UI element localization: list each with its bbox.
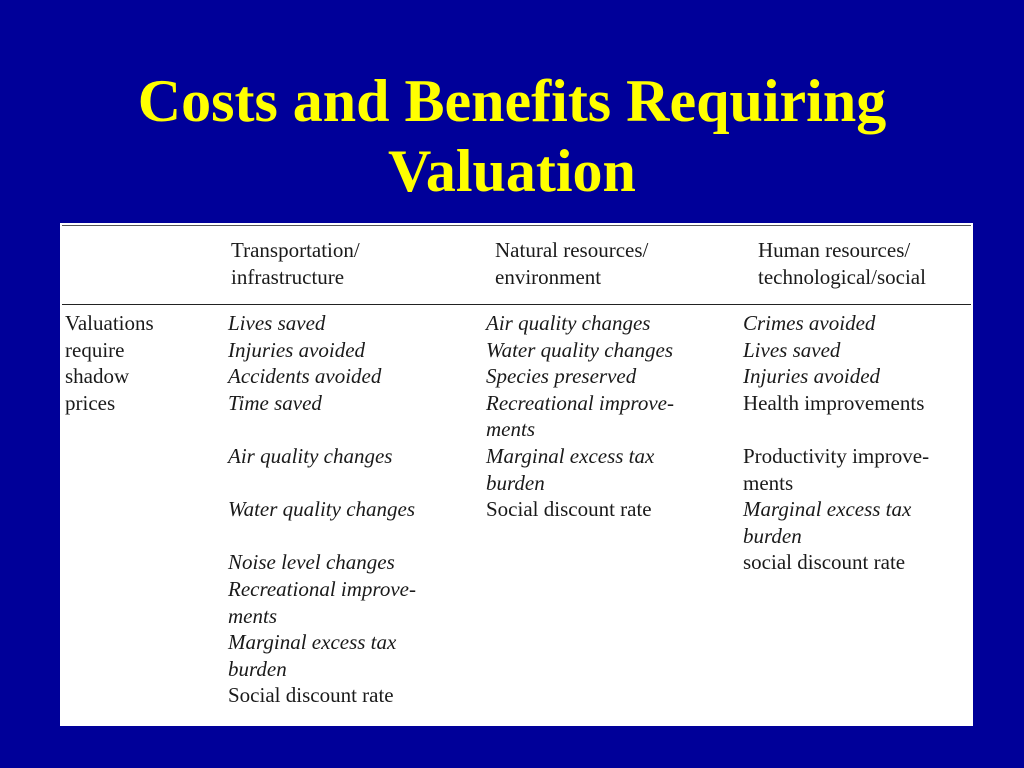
list-item: burden	[743, 523, 802, 548]
row-label-line: require	[65, 337, 125, 362]
list-item: Productivity improve-	[743, 443, 930, 468]
list-item: Injuries avoided	[743, 364, 881, 389]
list-item: Marginal excess tax	[228, 630, 397, 655]
list-item: Recreational improve-	[486, 390, 674, 415]
list-item: Health improvements	[743, 390, 925, 415]
header-text: technological/social	[758, 265, 926, 289]
slide-title-line-2: Valuation	[388, 138, 636, 204]
list-item: Lives saved	[743, 337, 841, 362]
header-natural-resources	[495, 237, 648, 291]
list-item: ments	[743, 470, 794, 495]
list-item: Noise level changes	[228, 550, 395, 575]
table-top-rule	[62, 225, 971, 226]
header-human-resources	[758, 237, 926, 291]
column-human-resources	[743, 310, 929, 576]
spacer	[228, 416, 416, 443]
list-item: Recreational improve-	[228, 576, 416, 601]
list-item: Social discount rate	[228, 683, 394, 708]
list-item: Water quality changes	[486, 337, 674, 362]
list-item: burden	[228, 656, 287, 681]
list-item: burden	[486, 470, 545, 495]
spacer	[743, 416, 929, 443]
header-transportation	[231, 237, 360, 291]
list-item: ments	[486, 417, 535, 442]
table-header-rule	[62, 304, 971, 305]
list-item: social discount rate	[743, 550, 906, 575]
column-transportation	[228, 310, 416, 709]
list-item: Water quality changes	[228, 497, 416, 522]
header-text: Transportation/	[231, 238, 360, 262]
slide-title-line-1: Costs and Benefits Requiring	[137, 68, 887, 134]
header-text: infrastructure	[231, 265, 345, 289]
row-label-line: shadow	[65, 364, 130, 389]
list-item: Time saved	[228, 390, 322, 415]
list-item: Marginal excess tax	[486, 443, 655, 468]
row-label	[65, 310, 154, 416]
list-item: Air quality changes	[486, 311, 651, 335]
list-item: Crimes avoided	[743, 311, 876, 335]
list-item: Accidents avoided	[228, 364, 382, 389]
list-item: Marginal excess tax	[743, 497, 912, 522]
header-text: Human resources/	[758, 238, 911, 262]
list-item: Species preserved	[486, 364, 637, 389]
spacer	[228, 470, 416, 497]
list-item: Air quality changes	[228, 443, 393, 468]
column-natural-resources	[486, 310, 674, 523]
header-text: environment	[495, 265, 602, 289]
list-item: Injuries avoided	[228, 337, 366, 362]
row-label-line: Valuations	[65, 311, 154, 335]
list-item: Social discount rate	[486, 497, 652, 522]
list-item: Lives saved	[228, 311, 326, 335]
list-item: ments	[228, 603, 277, 628]
header-text: Natural resources/	[495, 238, 649, 262]
valuation-table	[60, 223, 973, 726]
spacer	[228, 523, 416, 550]
row-label-line: prices	[65, 390, 116, 415]
slide-title	[0, 66, 1024, 206]
